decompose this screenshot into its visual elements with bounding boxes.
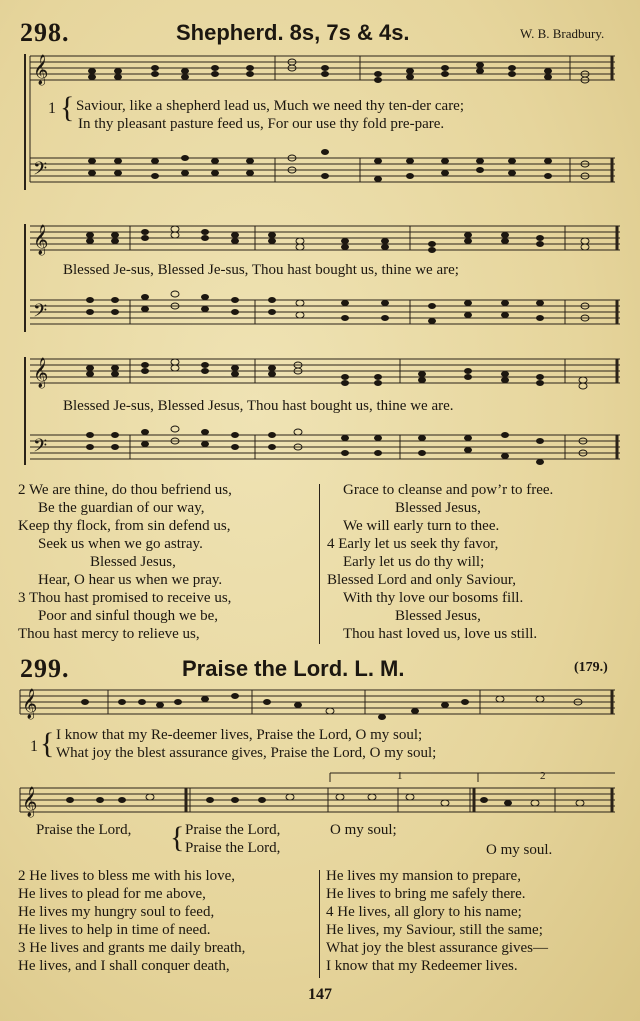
composer: W. B. Bradbury. — [520, 26, 605, 41]
svg-text:𝄢: 𝄢 — [33, 436, 48, 461]
verse1-line1: I know that my Re-deemer lives, Praise the Lord, O my soul; — [56, 727, 423, 743]
stanza-line: Keep thy flock, from sin defend us, — [18, 518, 231, 534]
stanza-line: 3 Thou hast promised to receive us, — [18, 590, 232, 606]
verse1-line2: In thy pleasant pasture feed us, For our use thy fold pre-pare. — [78, 116, 445, 132]
lyric-brace: { — [170, 821, 185, 854]
stanza-line: I know that my Redeemer lives. — [326, 958, 518, 974]
music-system-2 — [0, 220, 640, 338]
svg-text:𝄞: 𝄞 — [22, 787, 38, 817]
verse-number: 1 — [48, 100, 56, 117]
stanza-line: Thou hast loved us, love us still. — [343, 626, 538, 642]
stanza-line: He lives to plead for me above, — [18, 886, 206, 902]
stanza-line: He lives to help in time of need. — [18, 922, 211, 938]
column-divider — [319, 484, 320, 644]
stanzas-left — [18, 867, 245, 975]
stanza-line: He lives, and I shall conquer death, — [18, 958, 230, 974]
column-divider — [319, 870, 320, 978]
refrain-line1: Blessed Je-sus, Blessed Je-sus, Thou hast bought us, thine we are; — [63, 262, 459, 278]
stanza-line: 4 Early let us seek thy favor, — [327, 536, 499, 552]
svg-text:𝄞: 𝄞 — [22, 689, 38, 719]
stanza-line: Blessed Jesus, — [90, 554, 176, 570]
stanza-line: Thou hast mercy to relieve us, — [18, 626, 200, 642]
stanza-line: Seek us when we go astray. — [38, 536, 203, 552]
stanza-line: He lives my mansion to prepare, — [326, 868, 521, 884]
svg-text:𝄢: 𝄢 — [33, 159, 48, 184]
stanza-line: Grace to cleanse and pow’r to free. — [343, 482, 554, 498]
stanza-line: 3 He lives and grants me daily breath, — [18, 940, 246, 956]
svg-text:𝄞: 𝄞 — [33, 55, 49, 85]
verse1-line2: What joy the blest assurance gives, Praise the Lord, O my soul; — [56, 745, 437, 761]
refrain-line2: Blessed Je-sus, Blessed Jesus, Thou hast bought us, thine we are. — [63, 398, 454, 414]
refrain-praise: Praise the Lord, — [36, 822, 132, 838]
svg-text:𝄞: 𝄞 — [33, 358, 49, 388]
stanzas-right — [327, 481, 553, 643]
music-system-4 — [0, 684, 640, 724]
stanza-line: Poor and sinful though we be, — [38, 608, 218, 624]
tune-reference: (179.) — [574, 660, 608, 675]
refrain-soul-2: O my soul. — [486, 842, 553, 858]
lyric-brace: { — [40, 727, 55, 760]
stanza-line: Blessed Lord and only Saviour, — [327, 572, 516, 588]
refrain-praise-2: Praise the Lord, — [185, 840, 281, 856]
page-number: 147 — [308, 986, 332, 1003]
stanzas-left — [18, 481, 232, 643]
lyric-brace: { — [60, 91, 75, 124]
verse1-line1: Saviour, like a shepherd lead us, Much we need thy ten-der care; — [76, 98, 465, 114]
first-ending-number: 1 — [397, 770, 403, 782]
stanza-line: We will early turn to thee. — [343, 518, 500, 534]
stanza-line: He lives, my Saviour, still the same; — [326, 922, 543, 938]
stanza-line: 4 He lives, all glory to his name; — [326, 904, 522, 920]
hymn-title: Shepherd. 8s, 7s & 4s. — [176, 20, 410, 45]
hymn-number: 298. — [20, 18, 70, 47]
stanza-line: He lives to bring me safely there. — [326, 886, 526, 902]
stanza-line: With thy love our bosoms fill. — [343, 590, 524, 606]
stanza-line: What joy the blest assurance gives— — [326, 940, 549, 956]
svg-text:𝄞: 𝄞 — [33, 225, 49, 255]
stanza-line: He lives my hungry soul to feed, — [18, 904, 215, 920]
second-ending-number: 2 — [540, 770, 546, 782]
refrain-praise-1: Praise the Lord, — [185, 822, 281, 838]
stanza-line: 2 We are thine, do thou befriend us, — [18, 482, 232, 498]
svg-text:𝄢: 𝄢 — [33, 301, 48, 326]
stanza-line: Early let us do thy will; — [343, 554, 485, 570]
stanza-line: 2 He lives to bless me with his love, — [18, 868, 236, 884]
verse-number: 1 — [30, 738, 38, 755]
hymn-number: 299. — [20, 654, 70, 683]
stanza-line: Blessed Jesus, — [395, 608, 481, 624]
stanza-line: Hear, O hear us when we pray. — [38, 572, 223, 588]
hymn-title: Praise the Lord. L. M. — [182, 656, 405, 681]
stanza-line: Blessed Jesus, — [395, 500, 481, 516]
stanza-line: Be the guardian of our way, — [38, 500, 205, 516]
refrain-soul-1: O my soul; — [330, 822, 397, 838]
stanzas-right — [326, 867, 548, 975]
